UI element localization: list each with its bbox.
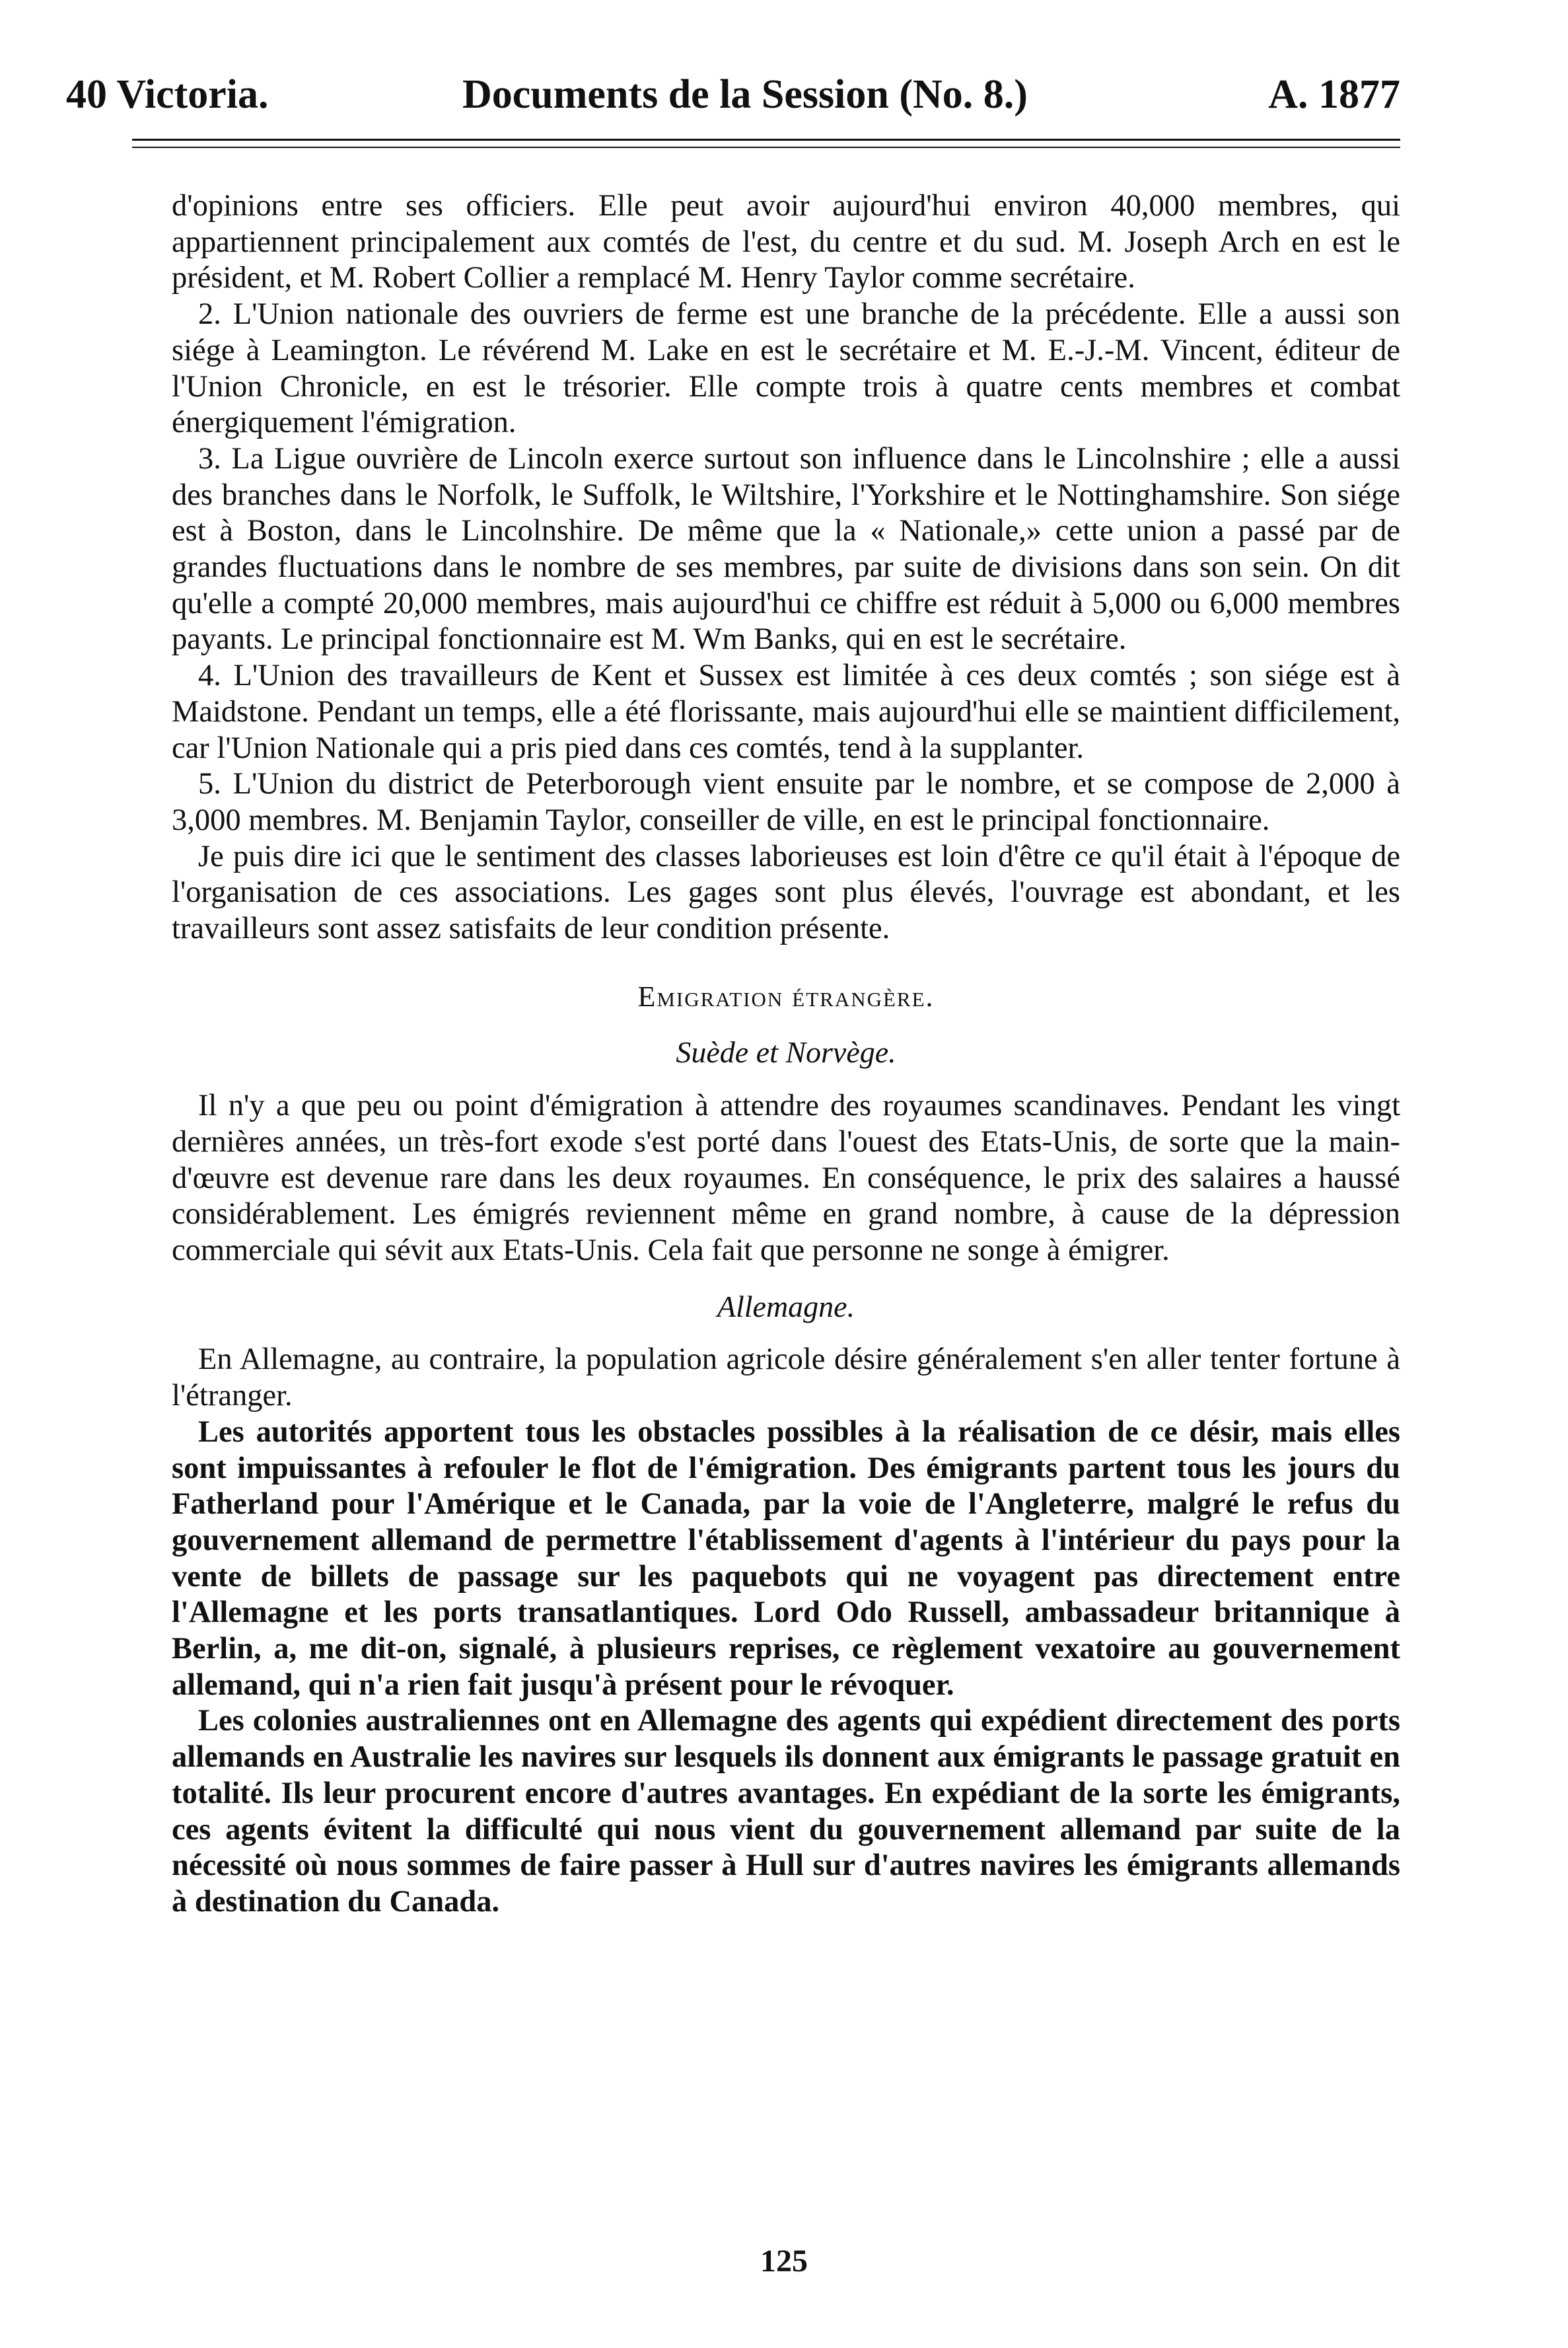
body-text — [172, 188, 1400, 1921]
header-right: A. 1877 — [1268, 72, 1400, 117]
paragraph: Je puis dire ici que le sentiment des classes laborieuses est loin d'être ce qu'il était à l'époque de l'organisation de ces associations. Les gages sont plus élevés, l'ouvrage est abondant, et les travailleurs sont assez satisfaits de leur condition présente. — [172, 839, 1400, 946]
section-title: Emigration étrangère. — [637, 980, 935, 1013]
page-number: 125 — [760, 2244, 808, 2279]
paragraph: Les colonies australiennes ont en Allemagne des agents qui expédient directement des ports allemands en Australie les navires sur lesquels ils donnent aux émigrants le passage gratuit en totalité. Ils leur procurent encore d'autres avantages. En expédiant de la sorte les émigrants, ces agents évitent la difficulté qui nous vient du gouvernement allemand par suite de la nécessité où nous sommes de faire passer à Hull sur d'autres navires les émigrants allemands à destination du Canada. — [172, 1704, 1400, 1919]
header-center: Documents de la Session (No. 8.) — [462, 72, 1028, 117]
paragraph: Il n'y a que peu ou point d'émigration à attendre des royaumes scandinaves. Pendant les vingt dernières années, un très-fort exode s'est porté dans l'ouest des Etats-Unis, de sorte que la main-d'œuvre est devenue rare dans les deux royaumes. En conséquence, le prix des salaires a haussé considérablement. Les émigrés reviennent même en grand nombre, à cause de la dépression commerciale qui sévit aux Etats-Unis. Cela fait que personne ne songe à émigrer. — [172, 1089, 1400, 1267]
header-rule-thick — [132, 139, 1400, 141]
paragraph: 4. L'Union des travailleurs de Kent et Sussex est limitée à ces deux comtés ; son siége est à Maidstone. Pendant un temps, elle a été florissante, mais aujourd'hui elle se maintient difficilement, car l'Union Nationale qui a pris pied dans ces comtés, tend à la supplanter. — [172, 659, 1400, 765]
paragraph: Les autorités apportent tous les obstacles possibles à la réalisation de ce désir, mais elles sont impuissantes à refouler le flot de l'émigration. Des émigrants partent tous les jours du Fatherland pour l'Amérique et le Canada, par la voie de l'Angleterre, malgré le refus du gouvernement allemand de permettre l'établissement d'agents à l'intérieur du pays pour la vente de billets de passage sur les paquebots qui ne voyagent pas directement entre l'Allemagne et les ports transatlantiques. Lord Odo Russell, ambassadeur britannique à Berlin, a, me dit-on, signalé, à plusieurs reprises, ce règlement vexatoire au gouvernement allemand, qui n'a rien fait jusqu'à présent pour le révoquer. — [172, 1414, 1400, 1702]
paragraph: 2. L'Union nationale des ouvriers de ferme est une branche de la précédente. Elle a aussi son siége à Leamington. Le révérend M. Lake en est le secrétaire et M. E.-J.-M. Vincent, éditeur de l'Union Chronicle, en est le trésorier. Elle compte trois à quatre cents membres et combat énergiquement l'émigration. — [172, 297, 1400, 440]
subsection-title: Suède et Norvège. — [676, 1035, 896, 1070]
running-header — [66, 71, 1400, 131]
subsection-title: Allemagne. — [717, 1289, 855, 1323]
paragraph: En Allemagne, au contraire, la population agricole désire généralement s'en aller tenter fortune à l'étranger. — [172, 1342, 1400, 1413]
header-rule-thin — [132, 147, 1400, 148]
paragraph: d'opinions entre ses officiers. Elle peut avoir aujourd'hui environ 40,000 membres, qui appartiennent principalement aux comtés de l'est, du centre et du sud. M. Joseph Arch en est le président, et M. Robert Collier a remplacé M. Henry Taylor comme secrétaire. — [172, 189, 1400, 295]
header-left: 40 Victoria. — [66, 72, 269, 117]
paragraph: 3. La Ligue ouvrière de Lincoln exerce surtout son influence dans le Lincolnshire ; elle a aussi des branches dans le Norfolk, le Suffolk, le Wiltshire, l'Yorkshire et le Nottinghamshire. Son siége est à Boston, dans le Lincolnshire. De même que la « Nationale,» cette union a passé par de grandes fluctuations dans le nombre de ses membres, par suite de divisions dans son sein. On dit qu'elle a compté 20,000 membres, mais aujourd'hui ce chiffre est réduit à 5,000 ou 6,000 membres payants. Le principal fonctionnaire est M. Wm Banks, qui en est le secrétaire. — [172, 441, 1400, 657]
paragraph: 5. L'Union du district de Peterborough vient ensuite par le nombre, et se compose de 2,000 à 3,000 membres. M. Benjamin Taylor, conseiller de ville, en est le principal fonctionnaire. — [172, 767, 1400, 837]
